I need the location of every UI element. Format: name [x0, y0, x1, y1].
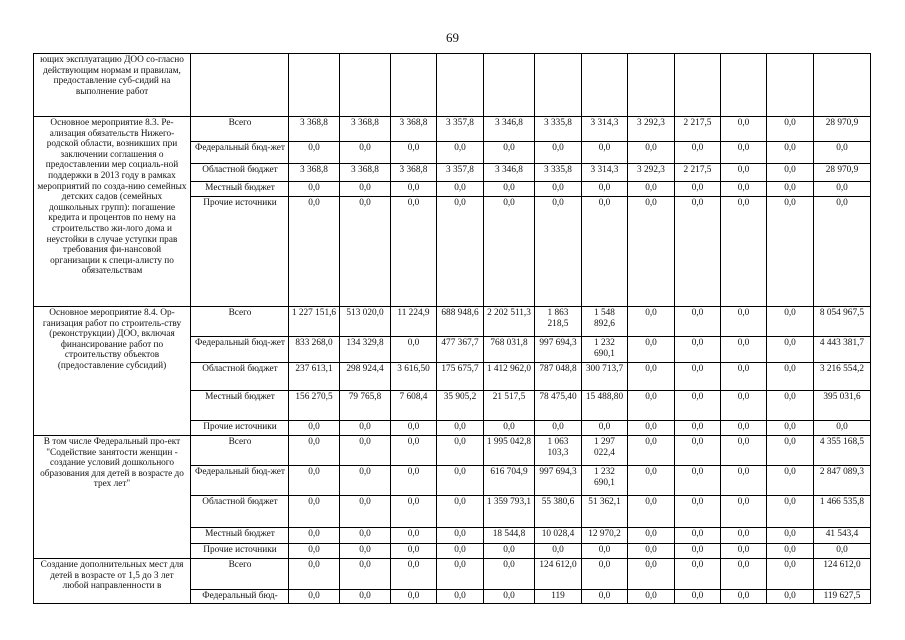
amount-cell: 0,0 [437, 182, 484, 197]
amount-cell: 0,0 [628, 559, 675, 590]
amount-cell: 0,0 [437, 197, 484, 307]
budget-table [33, 53, 871, 604]
funding-source: Областной бюджет [191, 363, 289, 391]
amount-cell: 35 905,2 [437, 391, 484, 421]
amount-cell: 0,0 [675, 544, 721, 559]
amount-cell: 55 380,6 [535, 496, 582, 528]
amount-cell: 0,0 [721, 117, 767, 142]
amount-cell: 0,0 [340, 421, 391, 436]
funding-source: Федеральный бюд- [191, 590, 289, 604]
amount-cell: 0,0 [391, 544, 437, 559]
amount-cell: 0,0 [289, 436, 340, 466]
funding-source: Областной бюджет [191, 496, 289, 528]
amount-cell: 0,0 [289, 421, 340, 436]
table-body [34, 54, 871, 604]
amount-cell: 0,0 [628, 496, 675, 528]
amount-cell: 0,0 [721, 544, 767, 559]
funding-source: Прочие источники [191, 421, 289, 436]
amount-cell: 78 475,40 [535, 391, 582, 421]
amount-cell: 0,0 [721, 436, 767, 466]
amount-cell: 1 297 022,4 [582, 436, 628, 466]
amount-cell: 3 335,8 [535, 117, 582, 142]
amount-cell: 0,0 [391, 421, 437, 436]
funding-source: Прочие источники [191, 197, 289, 307]
amount-cell: 3 368,8 [289, 117, 340, 142]
amount-cell: 0,0 [437, 421, 484, 436]
amount-cell: 0,0 [484, 590, 535, 604]
amount-cell: 0,0 [391, 337, 437, 363]
amount-cell: 51 362,1 [582, 496, 628, 528]
funding-source: Местный бюджет [191, 391, 289, 421]
amount-cell [340, 54, 391, 117]
funding-source: Федеральный бюд-жет [191, 142, 289, 164]
amount-cell: 0,0 [675, 391, 721, 421]
amount-cell: 3 616,50 [391, 363, 437, 391]
amount-cell: 0,0 [628, 436, 675, 466]
funding-source: Всего [191, 436, 289, 466]
amount-cell: 41 543,4 [814, 528, 871, 544]
funding-source: Федеральный бюд-жет [191, 466, 289, 496]
amount-cell: 0,0 [484, 182, 535, 197]
amount-cell: 4 443 381,7 [814, 337, 871, 363]
amount-cell: 0,0 [391, 590, 437, 604]
amount-cell: 0,0 [437, 466, 484, 496]
amount-cell: 134 329,8 [340, 337, 391, 363]
amount-cell: 0,0 [628, 142, 675, 164]
amount-cell: 0,0 [582, 197, 628, 307]
amount-cell: 0,0 [437, 559, 484, 590]
amount-cell: 28 970,9 [814, 164, 871, 182]
amount-cell: 15 488,80 [582, 391, 628, 421]
amount-cell: 0,0 [582, 142, 628, 164]
amount-cell: 0,0 [340, 528, 391, 544]
amount-cell: 0,0 [437, 142, 484, 164]
measure-description: ющих эксплуатацию ДОО со-гласно действующим нормам и правилам, предоставление суб-сидий на выполнение работ [34, 54, 191, 117]
amount-cell: 119 [535, 590, 582, 604]
amount-cell: 0,0 [628, 528, 675, 544]
amount-cell: 477 367,7 [437, 337, 484, 363]
table-row [34, 559, 871, 590]
amount-cell: 0,0 [484, 197, 535, 307]
amount-cell: 0,0 [767, 436, 814, 466]
amount-cell: 0,0 [767, 391, 814, 421]
amount-cell: 237 613,1 [289, 363, 340, 391]
amount-cell: 0,0 [289, 197, 340, 307]
amount-cell: 0,0 [289, 544, 340, 559]
amount-cell: 0,0 [721, 164, 767, 182]
amount-cell: 0,0 [675, 528, 721, 544]
amount-cell: 0,0 [582, 559, 628, 590]
amount-cell: 0,0 [628, 590, 675, 604]
amount-cell: 0,0 [675, 197, 721, 307]
amount-cell [628, 54, 675, 117]
amount-cell: 0,0 [767, 421, 814, 436]
amount-cell: 2 217,5 [675, 164, 721, 182]
amount-cell: 0,0 [437, 496, 484, 528]
amount-cell: 3 368,8 [391, 164, 437, 182]
amount-cell: 0,0 [721, 496, 767, 528]
amount-cell: 3 216 554,2 [814, 363, 871, 391]
amount-cell: 616 704,9 [484, 466, 535, 496]
amount-cell: 0,0 [340, 544, 391, 559]
table-row [34, 54, 871, 117]
amount-cell: 787 048,8 [535, 363, 582, 391]
amount-cell: 0,0 [535, 142, 582, 164]
amount-cell: 0,0 [814, 544, 871, 559]
amount-cell: 0,0 [675, 363, 721, 391]
amount-cell: 0,0 [814, 421, 871, 436]
amount-cell: 0,0 [340, 197, 391, 307]
amount-cell: 0,0 [767, 182, 814, 197]
amount-cell: 513 020,0 [340, 307, 391, 337]
amount-cell: 1 359 793,1 [484, 496, 535, 528]
amount-cell: 0,0 [340, 436, 391, 466]
funding-source: Всего [191, 307, 289, 337]
amount-cell: 3 368,8 [340, 117, 391, 142]
amount-cell: 0,0 [675, 307, 721, 337]
amount-cell: 0,0 [289, 528, 340, 544]
amount-cell: 0,0 [628, 197, 675, 307]
amount-cell: 3 346,8 [484, 117, 535, 142]
amount-cell: 300 713,7 [582, 363, 628, 391]
amount-cell: 0,0 [391, 197, 437, 307]
amount-cell: 0,0 [582, 421, 628, 436]
amount-cell: 0,0 [675, 142, 721, 164]
measure-description: Основное мероприятие 8.3. Ре-ализация обязательств Нижего-родской области, возникших при заключении соглашения о предоставлении мер социаль-ной поддержки в 2013 году в рамках мероприятий по созда-нию семейных детских садов (семейных дошкольных групп): погашение кредита и процентов по нему на строительство жи-лого дома и неустойки в случае уступки прав требования фи-нансовой организации к специ-алисту по обязательствам [34, 117, 191, 307]
amount-cell: 0,0 [340, 142, 391, 164]
amount-cell: 0,0 [437, 544, 484, 559]
amount-cell: 1 466 535,8 [814, 496, 871, 528]
amount-cell: 997 694,3 [535, 337, 582, 363]
amount-cell: 768 031,8 [484, 337, 535, 363]
amount-cell [721, 54, 767, 117]
amount-cell: 0,0 [675, 421, 721, 436]
amount-cell: 0,0 [721, 391, 767, 421]
amount-cell [582, 54, 628, 117]
funding-source: Прочие источники [191, 544, 289, 559]
amount-cell: 0,0 [437, 590, 484, 604]
amount-cell [675, 54, 721, 117]
amount-cell: 0,0 [721, 363, 767, 391]
amount-cell: 0,0 [484, 559, 535, 590]
amount-cell: 0,0 [767, 544, 814, 559]
funding-source: Всего [191, 559, 289, 590]
amount-cell: 3 357,8 [437, 164, 484, 182]
amount-cell: 0,0 [582, 590, 628, 604]
amount-cell: 0,0 [721, 307, 767, 337]
amount-cell: 18 544,8 [484, 528, 535, 544]
amount-cell: 0,0 [289, 182, 340, 197]
amount-cell: 3 346,8 [484, 164, 535, 182]
amount-cell: 0,0 [289, 142, 340, 164]
amount-cell: 1 863 218,5 [535, 307, 582, 337]
amount-cell [814, 54, 871, 117]
amount-cell: 0,0 [767, 363, 814, 391]
amount-cell: 0,0 [721, 142, 767, 164]
amount-cell: 0,0 [628, 307, 675, 337]
amount-cell: 0,0 [721, 337, 767, 363]
amount-cell: 0,0 [721, 421, 767, 436]
amount-cell: 0,0 [814, 197, 871, 307]
amount-cell: 0,0 [535, 182, 582, 197]
amount-cell: 0,0 [484, 544, 535, 559]
amount-cell: 0,0 [628, 337, 675, 363]
measure-description: В том числе Федеральный про-ект "Содействие занятости женщин - создание условий дошкольного образования для детей в возрасте до трех лет" [34, 436, 191, 559]
amount-cell: 0,0 [767, 142, 814, 164]
amount-cell: 0,0 [767, 164, 814, 182]
amount-cell [535, 54, 582, 117]
amount-cell: 175 675,7 [437, 363, 484, 391]
amount-cell [767, 54, 814, 117]
measure-description: Создание дополнительных мест для детей в возрасте от 1,5 до 3 лет любой направленности в [34, 559, 191, 604]
amount-cell: 0,0 [391, 559, 437, 590]
amount-cell: 2 202 511,3 [484, 307, 535, 337]
funding-source: Местный бюджет [191, 182, 289, 197]
amount-cell: 21 517,5 [484, 391, 535, 421]
amount-cell: 0,0 [484, 421, 535, 436]
funding-source: Федеральный бюд-жет [191, 337, 289, 363]
amount-cell: 0,0 [767, 466, 814, 496]
amount-cell: 833 268,0 [289, 337, 340, 363]
amount-cell: 0,0 [340, 559, 391, 590]
amount-cell: 3 314,3 [582, 164, 628, 182]
amount-cell: 0,0 [340, 496, 391, 528]
amount-cell: 0,0 [675, 182, 721, 197]
amount-cell [391, 54, 437, 117]
amount-cell [437, 54, 484, 117]
amount-cell: 0,0 [340, 182, 391, 197]
amount-cell: 0,0 [391, 528, 437, 544]
amount-cell: 0,0 [391, 182, 437, 197]
amount-cell: 0,0 [767, 590, 814, 604]
amount-cell: 0,0 [675, 559, 721, 590]
amount-cell: 1 232 690,1 [582, 337, 628, 363]
amount-cell: 0,0 [721, 528, 767, 544]
amount-cell: 1 412 962,0 [484, 363, 535, 391]
amount-cell: 688 948,6 [437, 307, 484, 337]
amount-cell: 0,0 [767, 197, 814, 307]
amount-cell: 2 847 089,3 [814, 466, 871, 496]
table-row [34, 436, 871, 466]
amount-cell: 1 227 151,6 [289, 307, 340, 337]
amount-cell: 0,0 [535, 197, 582, 307]
amount-cell: 395 031,6 [814, 391, 871, 421]
amount-cell: 3 368,8 [391, 117, 437, 142]
amount-cell: 0,0 [437, 436, 484, 466]
amount-cell [484, 54, 535, 117]
funding-source: Всего [191, 117, 289, 142]
amount-cell: 0,0 [767, 117, 814, 142]
amount-cell: 0,0 [628, 363, 675, 391]
amount-cell: 0,0 [391, 436, 437, 466]
amount-cell: 0,0 [767, 337, 814, 363]
table-row [34, 307, 871, 337]
amount-cell: 3 368,8 [340, 164, 391, 182]
amount-cell: 11 224,9 [391, 307, 437, 337]
amount-cell: 1 063 103,3 [535, 436, 582, 466]
amount-cell: 0,0 [340, 590, 391, 604]
amount-cell: 0,0 [721, 559, 767, 590]
amount-cell: 0,0 [535, 544, 582, 559]
amount-cell: 3 292,3 [628, 164, 675, 182]
amount-cell: 10 028,4 [535, 528, 582, 544]
page-number: 69 [446, 30, 459, 45]
measure-description: Основное мероприятие 8.4. Ор-ганизация работ по строитель-ству (реконструкции) ДОО, включая финансирование работ по строительству объектов (предоставление субсидий) [34, 307, 191, 436]
amount-cell: 0,0 [814, 142, 871, 164]
amount-cell: 1 995 042,8 [484, 436, 535, 466]
amount-cell: 0,0 [814, 182, 871, 197]
amount-cell: 0,0 [391, 496, 437, 528]
amount-cell: 298 924,4 [340, 363, 391, 391]
amount-cell: 0,0 [675, 496, 721, 528]
amount-cell: 0,0 [675, 590, 721, 604]
amount-cell: 0,0 [582, 544, 628, 559]
amount-cell: 1 232 690,1 [582, 466, 628, 496]
amount-cell: 2 217,5 [675, 117, 721, 142]
amount-cell: 0,0 [391, 142, 437, 164]
amount-cell: 0,0 [628, 421, 675, 436]
amount-cell: 8 054 967,5 [814, 307, 871, 337]
amount-cell [289, 54, 340, 117]
amount-cell: 4 355 168,5 [814, 436, 871, 466]
amount-cell: 0,0 [437, 528, 484, 544]
amount-cell: 124 612,0 [814, 559, 871, 590]
amount-cell: 0,0 [289, 496, 340, 528]
amount-cell: 0,0 [675, 436, 721, 466]
amount-cell: 0,0 [721, 182, 767, 197]
amount-cell: 0,0 [340, 466, 391, 496]
amount-cell: 0,0 [675, 466, 721, 496]
amount-cell: 0,0 [675, 337, 721, 363]
amount-cell: 28 970,9 [814, 117, 871, 142]
amount-cell: 124 612,0 [535, 559, 582, 590]
amount-cell: 0,0 [767, 307, 814, 337]
amount-cell: 0,0 [535, 421, 582, 436]
amount-cell: 0,0 [628, 544, 675, 559]
amount-cell: 0,0 [289, 466, 340, 496]
amount-cell: 7 608,4 [391, 391, 437, 421]
amount-cell: 3 357,8 [437, 117, 484, 142]
amount-cell: 0,0 [721, 590, 767, 604]
amount-cell: 3 335,8 [535, 164, 582, 182]
amount-cell: 0,0 [289, 590, 340, 604]
amount-cell: 3 292,3 [628, 117, 675, 142]
amount-cell: 3 314,3 [582, 117, 628, 142]
amount-cell: 0,0 [628, 391, 675, 421]
amount-cell: 0,0 [721, 466, 767, 496]
amount-cell: 0,0 [628, 466, 675, 496]
amount-cell: 0,0 [289, 559, 340, 590]
amount-cell: 997 694,3 [535, 466, 582, 496]
amount-cell: 156 270,5 [289, 391, 340, 421]
amount-cell: 0,0 [721, 197, 767, 307]
amount-cell: 0,0 [391, 466, 437, 496]
funding-source: Местный бюджет [191, 528, 289, 544]
amount-cell: 0,0 [628, 182, 675, 197]
funding-source: Областной бюджет [191, 164, 289, 182]
amount-cell: 0,0 [767, 528, 814, 544]
table-row [34, 117, 871, 142]
amount-cell: 0,0 [767, 496, 814, 528]
amount-cell: 1 548 892,6 [582, 307, 628, 337]
amount-cell: 119 627,5 [814, 590, 871, 604]
amount-cell: 12 970,2 [582, 528, 628, 544]
amount-cell: 3 368,8 [289, 164, 340, 182]
amount-cell: 0,0 [484, 142, 535, 164]
amount-cell: 0,0 [767, 559, 814, 590]
amount-cell: 79 765,8 [340, 391, 391, 421]
funding-source [191, 54, 289, 117]
amount-cell: 0,0 [582, 182, 628, 197]
